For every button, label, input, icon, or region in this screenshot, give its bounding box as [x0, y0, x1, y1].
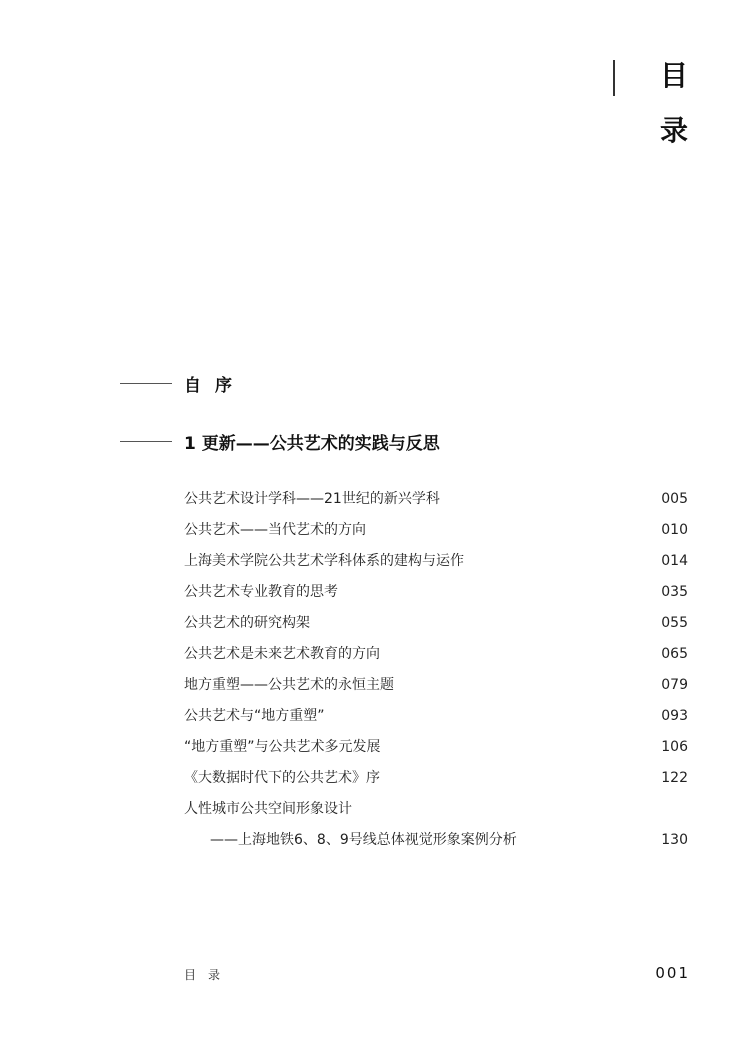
toc-entry[interactable] [184, 582, 690, 602]
toc-entry-title: 人性城市公共空间形象设计 [184, 801, 352, 817]
toc-entry-title: 公共艺术——当代艺术的方向 [184, 522, 366, 538]
section-rule [120, 383, 172, 384]
toc-entry-title: 上海美术学院公共艺术学科体系的建构与运作 [184, 553, 464, 569]
toc-entry[interactable] [184, 644, 690, 664]
toc-entry-page: 005 [661, 491, 688, 507]
toc-entry-title: 公共艺术的研究构架 [184, 615, 310, 631]
toc-entry-page: 065 [661, 646, 688, 662]
footer-running-title: 目录 [184, 968, 233, 982]
toc-entry-title: 地方重塑——公共艺术的永恒主题 [184, 677, 394, 693]
toc-entry-title: 公共艺术是未来艺术教育的方向 [184, 646, 380, 662]
toc-entry-page: 079 [661, 677, 688, 693]
toc-entry-title: ——上海地铁6、8、9号线总体视觉形象案例分析 [210, 832, 517, 848]
toc-entry-page: 122 [661, 770, 688, 786]
toc-entry-subtitle[interactable] [184, 830, 690, 850]
toc-entry[interactable] [184, 799, 690, 819]
section-label: 1 更新——公共艺术的实践与反思 [184, 433, 440, 454]
footer-page-number: 001 [655, 964, 690, 982]
toc-entry-page: 106 [661, 739, 688, 755]
toc-entry[interactable] [184, 551, 690, 571]
toc-entry[interactable] [184, 768, 690, 788]
toc-entry[interactable] [184, 613, 690, 633]
section-rule [120, 441, 172, 442]
toc-entry-title: 《大数据时代下的公共艺术》序 [184, 770, 380, 786]
toc-entry-page: 035 [661, 584, 688, 600]
toc-entry-title: 公共艺术与“地方重塑” [184, 708, 325, 724]
toc-entry[interactable] [184, 489, 690, 509]
toc-entry-title: 公共艺术设计学科——21世纪的新兴学科 [184, 491, 440, 507]
toc-entry[interactable] [184, 675, 690, 695]
section-label: 自序 [184, 375, 246, 396]
toc-entry-page: 010 [661, 522, 688, 538]
toc-entry[interactable] [184, 520, 690, 540]
toc-entry[interactable] [184, 737, 690, 757]
title-rule [613, 60, 615, 96]
toc-entry-title: 公共艺术专业教育的思考 [184, 584, 338, 600]
section-chapter-1 [120, 430, 440, 452]
section-preface [120, 372, 246, 394]
toc-entry-title: “地方重塑”与公共艺术多元发展 [184, 739, 381, 755]
page-title-char-2: 录 [660, 114, 689, 147]
toc-entry-page: 014 [661, 553, 688, 569]
toc-entry[interactable] [184, 706, 690, 726]
toc-entry-page: 130 [661, 832, 688, 848]
toc-entry-page: 093 [661, 708, 688, 724]
toc-entry-page: 055 [661, 615, 688, 631]
page-title-char-1: 目 [660, 59, 689, 92]
